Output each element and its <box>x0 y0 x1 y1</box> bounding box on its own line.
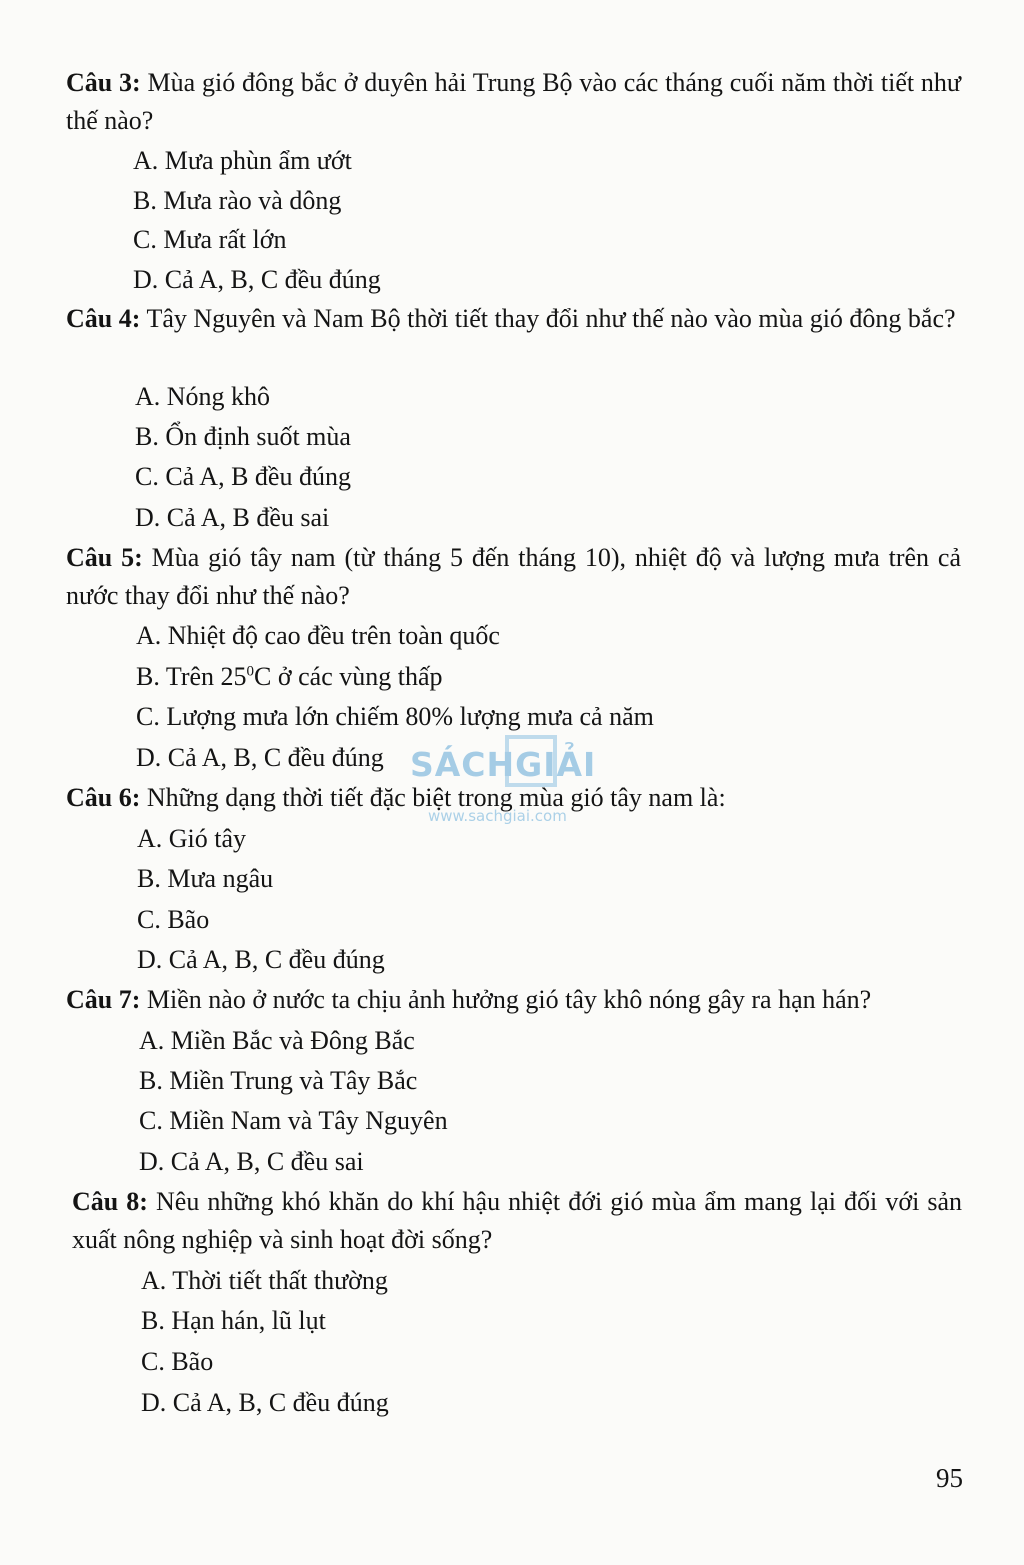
option-a: A. Nhiệt độ cao đều trên toàn quốc <box>136 621 500 650</box>
question-text: Nêu những khó khăn do khí hậu nhiệt đới gió mùa ẩm mang lại đối với sản xuất nông nghiệp và sinh hoạt đời sống? <box>72 1187 963 1254</box>
watermark-url: www.sachgiai.com <box>428 807 567 825</box>
option-c: C. Mưa rất lớn <box>133 225 287 254</box>
question-5 <box>66 539 961 615</box>
option-c: C. Lượng mưa lớn chiếm 80% lượng mưa cả năm <box>136 702 654 731</box>
option-c: C. Bão <box>141 1347 214 1376</box>
option-b: B. Mưa rào và dông <box>133 186 342 215</box>
question-label: Câu 6: <box>66 783 141 812</box>
question-label: Câu 4: <box>66 304 141 333</box>
option-b <box>136 660 443 694</box>
question-text: Những dạng thời tiết đặc biệt trong mùa gió tây nam là: <box>146 783 726 812</box>
option-d: D. Cả A, B đều sai <box>135 503 330 532</box>
option-a: A. Nóng khô <box>135 382 271 411</box>
option-a: A. Miền Bắc và Đông Bắc <box>139 1026 415 1055</box>
option-a: A. Mưa phùn ẩm ướt <box>133 146 352 175</box>
option-b: B. Ổn định suốt mùa <box>135 422 351 451</box>
option-b: B. Miền Trung và Tây Bắc <box>139 1066 418 1095</box>
question-text: Mùa gió đông bắc ở duyên hải Trung Bộ vào các tháng cuối năm thời tiết như thế nào? <box>66 68 961 135</box>
option-c: C. Bão <box>137 905 210 934</box>
option-b: B. Mưa ngâu <box>137 864 274 893</box>
question-4 <box>66 300 961 338</box>
option-a: A. Gió tây <box>137 824 247 853</box>
question-text: Miền nào ở nước ta chịu ảnh hưởng gió tây khô nóng gây ra hạn hán? <box>146 985 872 1014</box>
question-label: Câu 3: <box>66 68 141 97</box>
option-b-text: B. Trên 25 <box>136 662 247 691</box>
option-c: C. Miền Nam và Tây Nguyên <box>139 1106 448 1135</box>
watermark-brand: SÁCHGIẢI <box>410 745 597 784</box>
option-d: D. Cả A, B, C đều đúng <box>137 945 385 974</box>
question-7 <box>66 981 961 1019</box>
option-d: D. Cả A, B, C đều đúng <box>141 1388 389 1417</box>
degree-superscript: 0 <box>246 663 255 680</box>
option-b-tail: C ở các vùng thấp <box>254 662 443 691</box>
option-d: D. Cả A, B, C đều sai <box>139 1147 364 1176</box>
question-8 <box>72 1183 962 1259</box>
option-d: D. Cả A, B, C đều đúng <box>136 743 384 772</box>
page-number: 95 <box>936 1463 963 1493</box>
question-label: Câu 5: <box>66 543 143 572</box>
question-text: Tây Nguyên và Nam Bộ thời tiết thay đổi như thế nào vào mùa gió đông bắc? <box>146 304 956 333</box>
question-6 <box>66 779 961 817</box>
question-3 <box>66 64 961 140</box>
option-d: D. Cả A, B, C đều đúng <box>133 265 381 294</box>
question-label: Câu 8: <box>72 1187 148 1216</box>
option-a: A. Thời tiết thất thường <box>141 1266 388 1295</box>
option-c: C. Cả A, B đều đúng <box>135 462 351 491</box>
question-text: Mùa gió tây nam (từ tháng 5 đến tháng 10), nhiệt độ và lượng mưa trên cả nước thay đổi như thế nào? <box>66 543 962 610</box>
question-label: Câu 7: <box>66 985 141 1014</box>
option-b: B. Hạn hán, lũ lụt <box>141 1306 326 1335</box>
